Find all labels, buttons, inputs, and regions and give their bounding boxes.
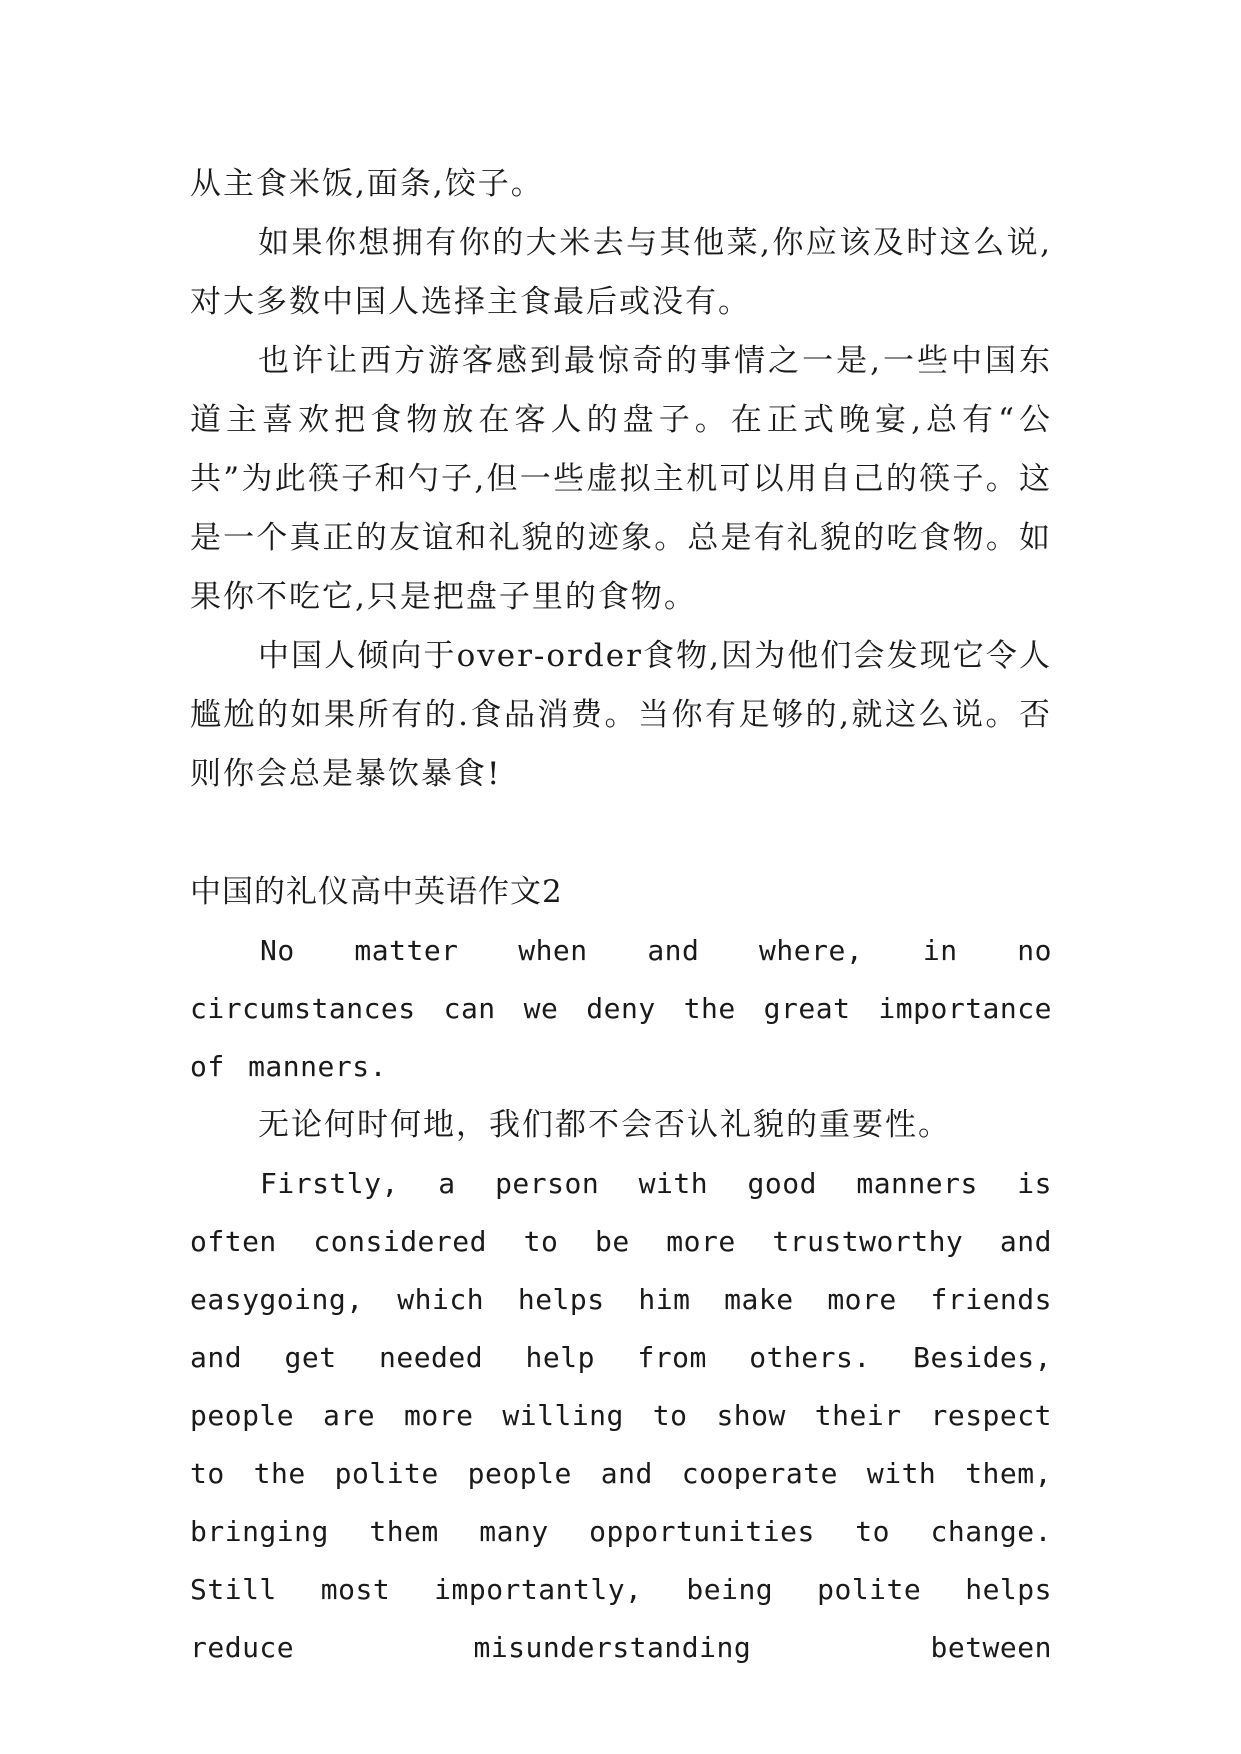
paragraph-over-order: 中国人倾向于over-order食物,因为他们会发现它令人尴尬的如果所有的.食品消费。当你有足够的,就这么说。否则你会总是暴饮暴食! <box>190 638 1052 792</box>
paragraph-continued: 从主食米饭,面条,饺子。 <box>190 166 544 202</box>
paragraph-chinese-translation: 无论何时何地，我们都不会否认礼貌的重要性。 <box>258 1107 951 1143</box>
paragraph-rice: 如果你想拥有你的大米去与其他菜,你应该及时这么说,对大多数中国人选择主食最后或没有。 <box>190 225 1052 320</box>
section-title: 中国的礼仪高中英语作文2 <box>190 874 563 910</box>
document-page <box>190 155 1052 1677</box>
paragraph-english-intro: No matter when and where, in no circumstances can we deny the great importance of manners. <box>190 934 1052 1083</box>
paragraph-host-etiquette: 也许让西方游客感到最惊奇的事情之一是,一些中国东道主喜欢把食物放在客人的盘子。在正式晚宴,总有“公共”为此筷子和勺子,但一些虚拟主机可以用自己的筷子。这是一个真正的友谊和礼貌的迹象。总是有礼貌的吃食物。如果你不吃它,只是把盘子里的食物。 <box>190 343 1052 615</box>
paragraph-english-body: Firstly, a person with good manners is often considered to be more trustworthy and easygoing, which helps him make more friends and get needed help from others. Besides, people are more willing to show their respect to the polite people and cooperate with them, bringing them many opportunities to change. Still most importantly, being polite helps reduce misunderstanding between <box>190 1167 1052 1664</box>
